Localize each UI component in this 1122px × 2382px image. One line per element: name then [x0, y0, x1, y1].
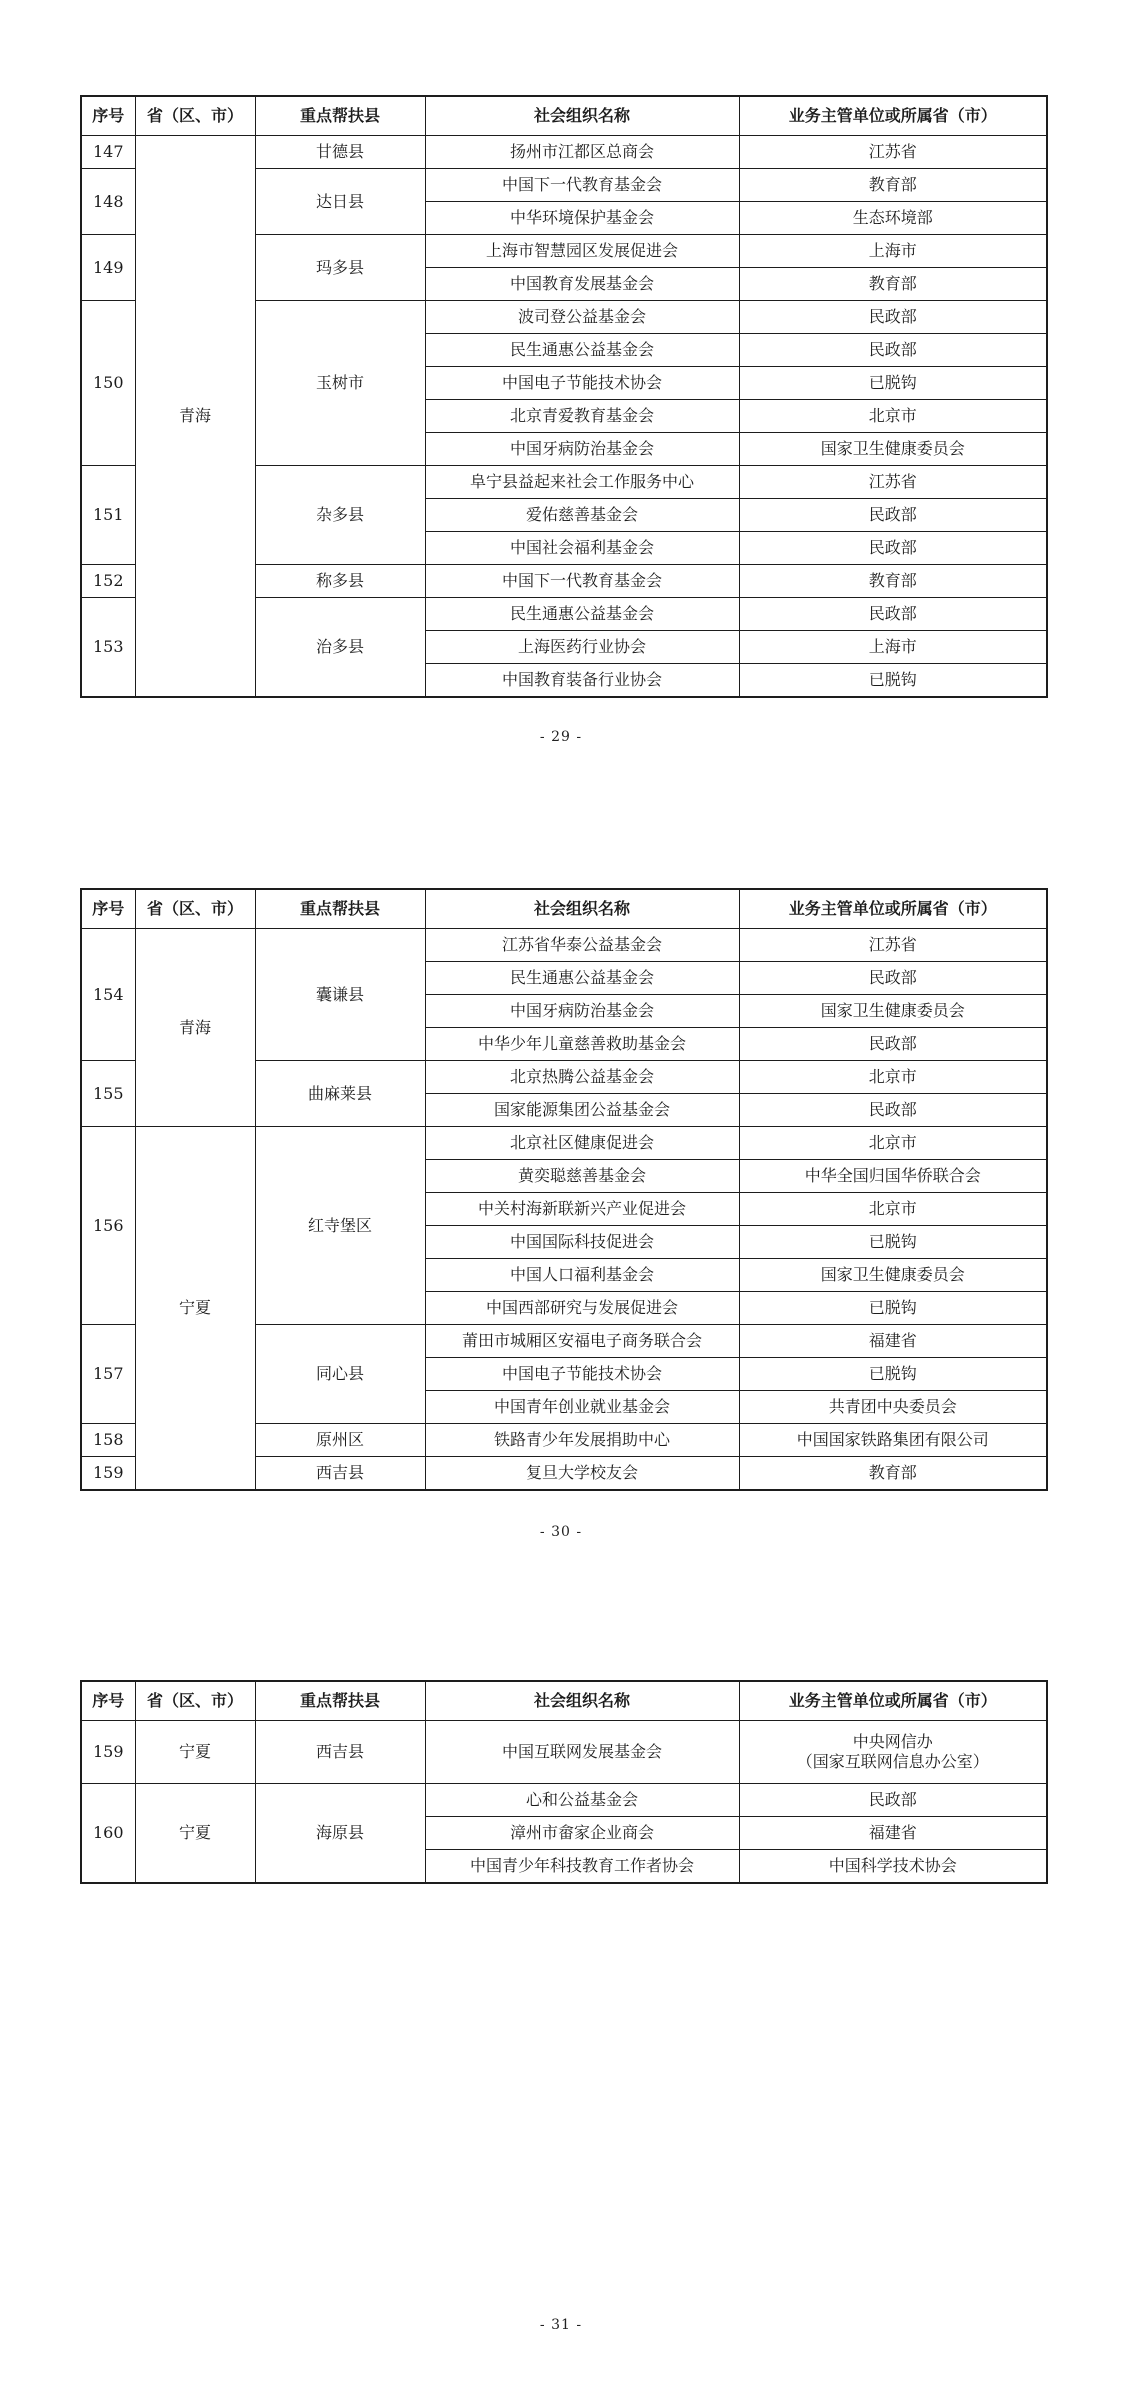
unit-cell: 教育部: [739, 565, 1047, 598]
table-row: [81, 1784, 1047, 1817]
unit-cell: 民政部: [739, 334, 1047, 367]
unit-cell: 江苏省: [739, 929, 1047, 962]
org-name-cell: 漳州市畲家企业商会: [425, 1817, 739, 1850]
table-row: [81, 136, 1047, 169]
unit-line-1: 中央网信办: [852, 1732, 933, 1751]
county-cell: 原州区: [255, 1424, 425, 1457]
column-header-unit: 业务主管单位或所属省（市）: [739, 1681, 1047, 1721]
serial-cell: 156: [81, 1127, 135, 1325]
county-cell: 甘德县: [255, 136, 425, 169]
unit-cell: 国家卫生健康委员会: [739, 995, 1047, 1028]
org-name-cell: 中国牙病防治基金会: [425, 433, 739, 466]
org-table-page-29: [80, 95, 1048, 698]
org-name-cell: 黄奕聪慈善基金会: [425, 1160, 739, 1193]
unit-cell: 国家卫生健康委员会: [739, 433, 1047, 466]
column-header-county: 重点帮扶县: [255, 889, 425, 929]
org-name-cell: 阜宁县益起来社会工作服务中心: [425, 466, 739, 499]
org-name-cell: 北京热腾公益基金会: [425, 1061, 739, 1094]
unit-cell: 已脱钩: [739, 1292, 1047, 1325]
unit-cell: 生态环境部: [739, 202, 1047, 235]
org-table-page-31: [80, 1680, 1048, 1884]
serial-cell: 159: [81, 1721, 135, 1784]
county-cell: 治多县: [255, 598, 425, 698]
unit-cell: 民政部: [739, 1028, 1047, 1061]
table-row: [81, 929, 1047, 962]
serial-cell: 158: [81, 1424, 135, 1457]
county-cell: 西吉县: [255, 1457, 425, 1491]
column-header-org: 社会组织名称: [425, 889, 739, 929]
unit-cell: 中华全国归国华侨联合会: [739, 1160, 1047, 1193]
province-cell: 宁夏: [135, 1127, 255, 1491]
serial-cell: 147: [81, 136, 135, 169]
province-cell: 青海: [135, 136, 255, 698]
unit-cell: 江苏省: [739, 466, 1047, 499]
column-header-unit: 业务主管单位或所属省（市）: [739, 889, 1047, 929]
unit-cell: 已脱钩: [739, 367, 1047, 400]
county-cell: 曲麻莱县: [255, 1061, 425, 1127]
unit-cell: 民政部: [739, 598, 1047, 631]
county-cell: 囊谦县: [255, 929, 425, 1061]
unit-cell: [739, 1721, 1047, 1784]
page-number-31: - 31 -: [539, 2317, 583, 2333]
unit-cell: 共青团中央委员会: [739, 1391, 1047, 1424]
county-cell: 杂多县: [255, 466, 425, 565]
serial-cell: 154: [81, 929, 135, 1061]
province-cell: 宁夏: [135, 1784, 255, 1884]
unit-cell: 中国科学技术协会: [739, 1850, 1047, 1884]
org-name-cell: 中国国际科技促进会: [425, 1226, 739, 1259]
unit-cell: 民政部: [739, 532, 1047, 565]
unit-cell: 民政部: [739, 499, 1047, 532]
serial-cell: 151: [81, 466, 135, 565]
unit-cell: 北京市: [739, 1127, 1047, 1160]
org-table-page-30: [80, 888, 1048, 1491]
org-name-cell: 铁路青少年发展捐助中心: [425, 1424, 739, 1457]
unit-line-2: （国家互联网信息办公室）: [796, 1752, 989, 1771]
county-cell: 红寺堡区: [255, 1127, 425, 1325]
unit-cell: 中国国家铁路集团有限公司: [739, 1424, 1047, 1457]
org-name-cell: 中国互联网发展基金会: [425, 1721, 739, 1784]
province-cell: 青海: [135, 929, 255, 1127]
org-name-cell: 中华环境保护基金会: [425, 202, 739, 235]
unit-cell: 上海市: [739, 631, 1047, 664]
org-name-cell: 中国电子节能技术协会: [425, 1358, 739, 1391]
org-name-cell: 民生通惠公益基金会: [425, 962, 739, 995]
serial-cell: 152: [81, 565, 135, 598]
unit-cell: 教育部: [739, 268, 1047, 301]
org-name-cell: 上海市智慧园区发展促进会: [425, 235, 739, 268]
org-name-cell: 北京青爱教育基金会: [425, 400, 739, 433]
org-name-cell: 中国教育发展基金会: [425, 268, 739, 301]
unit-cell: 国家卫生健康委员会: [739, 1259, 1047, 1292]
serial-cell: 155: [81, 1061, 135, 1127]
unit-cell: 民政部: [739, 1094, 1047, 1127]
unit-cell: 北京市: [739, 1193, 1047, 1226]
unit-cell: 已脱钩: [739, 1226, 1047, 1259]
page-number-30: - 30 -: [539, 1524, 583, 1540]
unit-cell: 福建省: [739, 1817, 1047, 1850]
org-name-cell: 中关村海新联新兴产业促进会: [425, 1193, 739, 1226]
serial-cell: 148: [81, 169, 135, 235]
org-name-cell: 民生通惠公益基金会: [425, 598, 739, 631]
county-cell: 称多县: [255, 565, 425, 598]
org-name-cell: 上海医药行业协会: [425, 631, 739, 664]
org-name-cell: 中国青年创业就业基金会: [425, 1391, 739, 1424]
column-header-unit: 业务主管单位或所属省（市）: [739, 96, 1047, 136]
org-name-cell: 江苏省华泰公益基金会: [425, 929, 739, 962]
unit-cell: 已脱钩: [739, 664, 1047, 698]
org-name-cell: 中国人口福利基金会: [425, 1259, 739, 1292]
column-header-province: 省（区、市）: [135, 1681, 255, 1721]
unit-cell: 已脱钩: [739, 1358, 1047, 1391]
serial-cell: 160: [81, 1784, 135, 1884]
column-header-county: 重点帮扶县: [255, 96, 425, 136]
unit-cell: 教育部: [739, 169, 1047, 202]
column-header-serial: 序号: [81, 96, 135, 136]
serial-cell: 159: [81, 1457, 135, 1491]
org-name-cell: 中国牙病防治基金会: [425, 995, 739, 1028]
org-name-cell: 中国西部研究与发展促进会: [425, 1292, 739, 1325]
unit-cell: 上海市: [739, 235, 1047, 268]
column-header-serial: 序号: [81, 889, 135, 929]
org-name-cell: 中国社会福利基金会: [425, 532, 739, 565]
org-name-cell: 扬州市江都区总商会: [425, 136, 739, 169]
table-header-row: [81, 889, 1047, 929]
org-name-cell: 波司登公益基金会: [425, 301, 739, 334]
org-name-cell: 中国下一代教育基金会: [425, 169, 739, 202]
org-name-cell: 中国电子节能技术协会: [425, 367, 739, 400]
serial-cell: 153: [81, 598, 135, 698]
county-cell: 达日县: [255, 169, 425, 235]
org-name-cell: 中华少年儿童慈善救助基金会: [425, 1028, 739, 1061]
org-name-cell: 中国教育装备行业协会: [425, 664, 739, 698]
org-name-cell: 复旦大学校友会: [425, 1457, 739, 1491]
county-cell: 玛多县: [255, 235, 425, 301]
unit-cell: 北京市: [739, 400, 1047, 433]
unit-cell: 江苏省: [739, 136, 1047, 169]
unit-cell: 教育部: [739, 1457, 1047, 1491]
column-header-serial: 序号: [81, 1681, 135, 1721]
table-header-row: [81, 1681, 1047, 1721]
table-row: [81, 1721, 1047, 1784]
county-cell: 玉树市: [255, 301, 425, 466]
org-name-cell: 中国下一代教育基金会: [425, 565, 739, 598]
org-name-cell: 国家能源集团公益基金会: [425, 1094, 739, 1127]
serial-cell: 149: [81, 235, 135, 301]
unit-cell: 民政部: [739, 962, 1047, 995]
county-cell: 同心县: [255, 1325, 425, 1424]
column-header-county: 重点帮扶县: [255, 1681, 425, 1721]
county-cell: 海原县: [255, 1784, 425, 1884]
org-name-cell: 心和公益基金会: [425, 1784, 739, 1817]
province-cell: 宁夏: [135, 1721, 255, 1784]
unit-cell: 北京市: [739, 1061, 1047, 1094]
serial-cell: 157: [81, 1325, 135, 1424]
org-name-cell: 民生通惠公益基金会: [425, 334, 739, 367]
org-name-cell: 爱佑慈善基金会: [425, 499, 739, 532]
column-header-province: 省（区、市）: [135, 889, 255, 929]
unit-cell: 福建省: [739, 1325, 1047, 1358]
table-row: [81, 1127, 1047, 1160]
org-name-cell: 中国青少年科技教育工作者协会: [425, 1850, 739, 1884]
column-header-org: 社会组织名称: [425, 1681, 739, 1721]
column-header-province: 省（区、市）: [135, 96, 255, 136]
serial-cell: 150: [81, 301, 135, 466]
county-cell: 西吉县: [255, 1721, 425, 1784]
column-header-org: 社会组织名称: [425, 96, 739, 136]
org-name-cell: 莆田市城厢区安福电子商务联合会: [425, 1325, 739, 1358]
unit-cell: 民政部: [739, 301, 1047, 334]
unit-cell: 民政部: [739, 1784, 1047, 1817]
page-number-29: - 29 -: [539, 729, 583, 745]
org-name-cell: 北京社区健康促进会: [425, 1127, 739, 1160]
table-header-row: [81, 96, 1047, 136]
